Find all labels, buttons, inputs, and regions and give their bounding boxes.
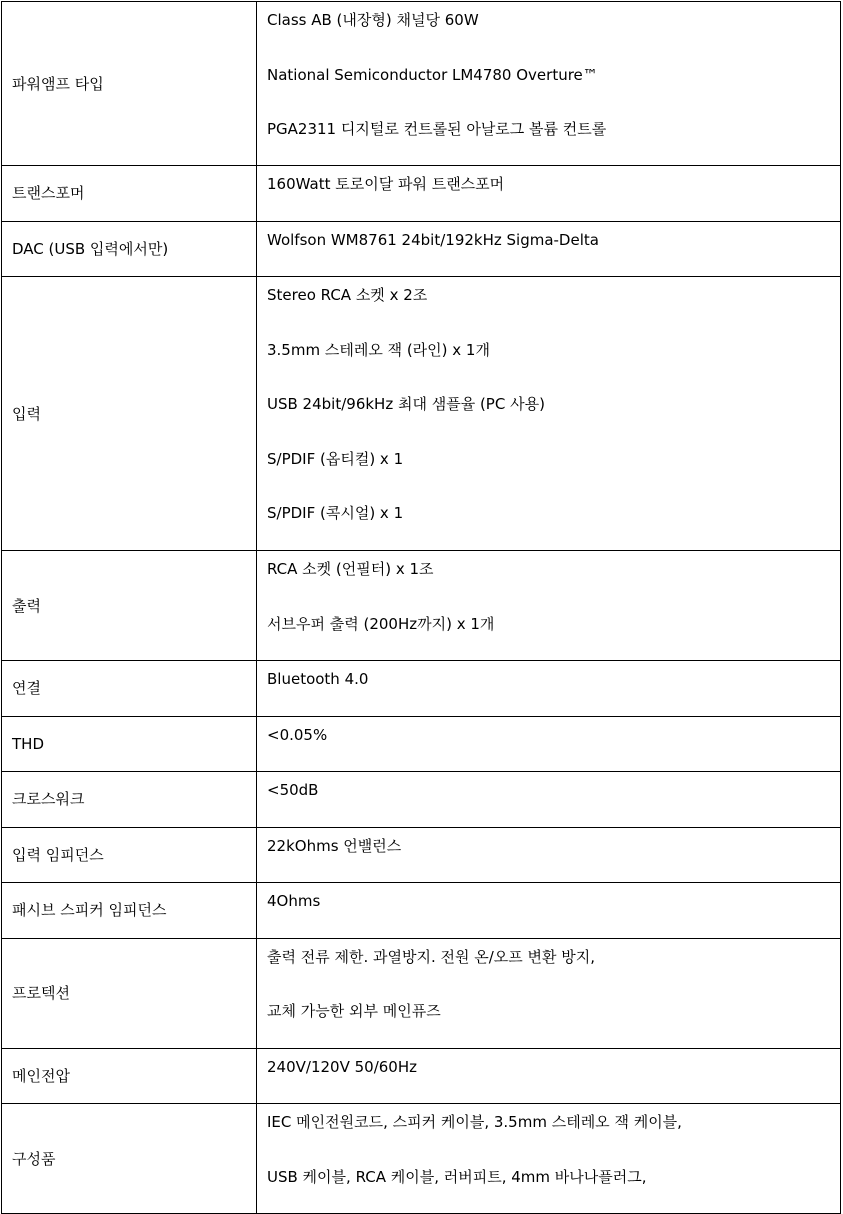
value-line: S/PDIF (옵티컬) x 1 bbox=[267, 449, 404, 468]
value-line: 4Ohms bbox=[267, 892, 321, 910]
row-value bbox=[257, 661, 841, 717]
value-line: Stereo RCA 소켓 x 2조 bbox=[267, 286, 428, 304]
value-line: National Semiconductor LM4780 Overture™ bbox=[267, 65, 598, 84]
row-value bbox=[257, 772, 841, 828]
row-value bbox=[257, 551, 841, 661]
value-line: Wolfson WM8761 24bit/192kHz Sigma-Delta bbox=[267, 230, 599, 249]
table-row bbox=[2, 827, 841, 883]
table-row bbox=[2, 166, 841, 222]
value-line: 서브우퍼 출력 (200Hz까지) x 1개 bbox=[267, 614, 495, 633]
row-label: 프로텍션 bbox=[2, 938, 257, 1048]
row-value bbox=[257, 938, 841, 1048]
table-row bbox=[2, 1048, 841, 1104]
value-line: Class AB (내장형) 채널당 60W bbox=[267, 11, 479, 29]
value-line: 3.5mm 스테레오 잭 (라인) x 1개 bbox=[267, 340, 490, 359]
row-label: 파워앰프 타입 bbox=[2, 2, 257, 166]
row-value bbox=[257, 1048, 841, 1104]
table-row bbox=[2, 883, 841, 939]
value-line: <50dB bbox=[267, 781, 319, 799]
row-label: 메인전압 bbox=[2, 1048, 257, 1104]
row-value bbox=[257, 2, 841, 166]
value-line: 22kOhms 언밸런스 bbox=[267, 836, 402, 855]
value-line: S/PDIF (콕시얼) x 1 bbox=[267, 504, 404, 522]
row-value bbox=[257, 716, 841, 772]
value-line: USB 케이블, RCA 케이블, 러버피트, 4mm 바나나플러그, bbox=[267, 1167, 647, 1186]
table-row bbox=[2, 551, 841, 661]
row-value bbox=[257, 221, 841, 277]
value-line: <0.05% bbox=[267, 725, 328, 744]
value-line: 교체 가능한 외부 메인퓨즈 bbox=[267, 1002, 441, 1020]
spec-table bbox=[1, 1, 841, 1214]
table-row bbox=[2, 661, 841, 717]
value-line: USB 24bit/96kHz 최대 샘플율 (PC 사용) bbox=[267, 395, 545, 413]
row-value bbox=[257, 1104, 841, 1214]
row-label: 크로스워크 bbox=[2, 772, 257, 828]
table-row bbox=[2, 277, 841, 551]
row-label: 출력 bbox=[2, 551, 257, 661]
row-label: 트랜스포머 bbox=[2, 166, 257, 222]
row-label: 구성품 bbox=[2, 1104, 257, 1214]
row-label: DAC (USB 입력에서만) bbox=[2, 221, 257, 277]
row-value bbox=[257, 883, 841, 939]
value-line: 240V/120V 50/60Hz bbox=[267, 1057, 417, 1076]
table-row bbox=[2, 2, 841, 166]
table-row bbox=[2, 772, 841, 828]
value-line: PGA2311 디지털로 컨트롤된 아날로그 볼륨 컨트롤 bbox=[267, 120, 607, 138]
row-value bbox=[257, 277, 841, 551]
table-row bbox=[2, 938, 841, 1048]
value-line: 출력 전류 제한. 과열방지. 전원 온/오프 변환 방지, bbox=[267, 947, 596, 966]
value-line: 160Watt 토로이달 파워 트랜스포머 bbox=[267, 175, 505, 193]
table-row bbox=[2, 1104, 841, 1214]
row-label: 연결 bbox=[2, 661, 257, 717]
row-value bbox=[257, 827, 841, 883]
value-line: RCA 소켓 (언필터) x 1조 bbox=[267, 560, 434, 578]
row-label: 입력 bbox=[2, 277, 257, 551]
table-row bbox=[2, 221, 841, 277]
row-label: 패시브 스피커 임피던스 bbox=[2, 883, 257, 939]
row-label: THD bbox=[2, 716, 257, 772]
row-label: 입력 임피던스 bbox=[2, 827, 257, 883]
table-row bbox=[2, 716, 841, 772]
value-line: IEC 메인전원코드, 스피커 케이블, 3.5mm 스테레오 잭 케이블, bbox=[267, 1113, 682, 1131]
value-line: Bluetooth 4.0 bbox=[267, 670, 369, 688]
row-value bbox=[257, 166, 841, 222]
